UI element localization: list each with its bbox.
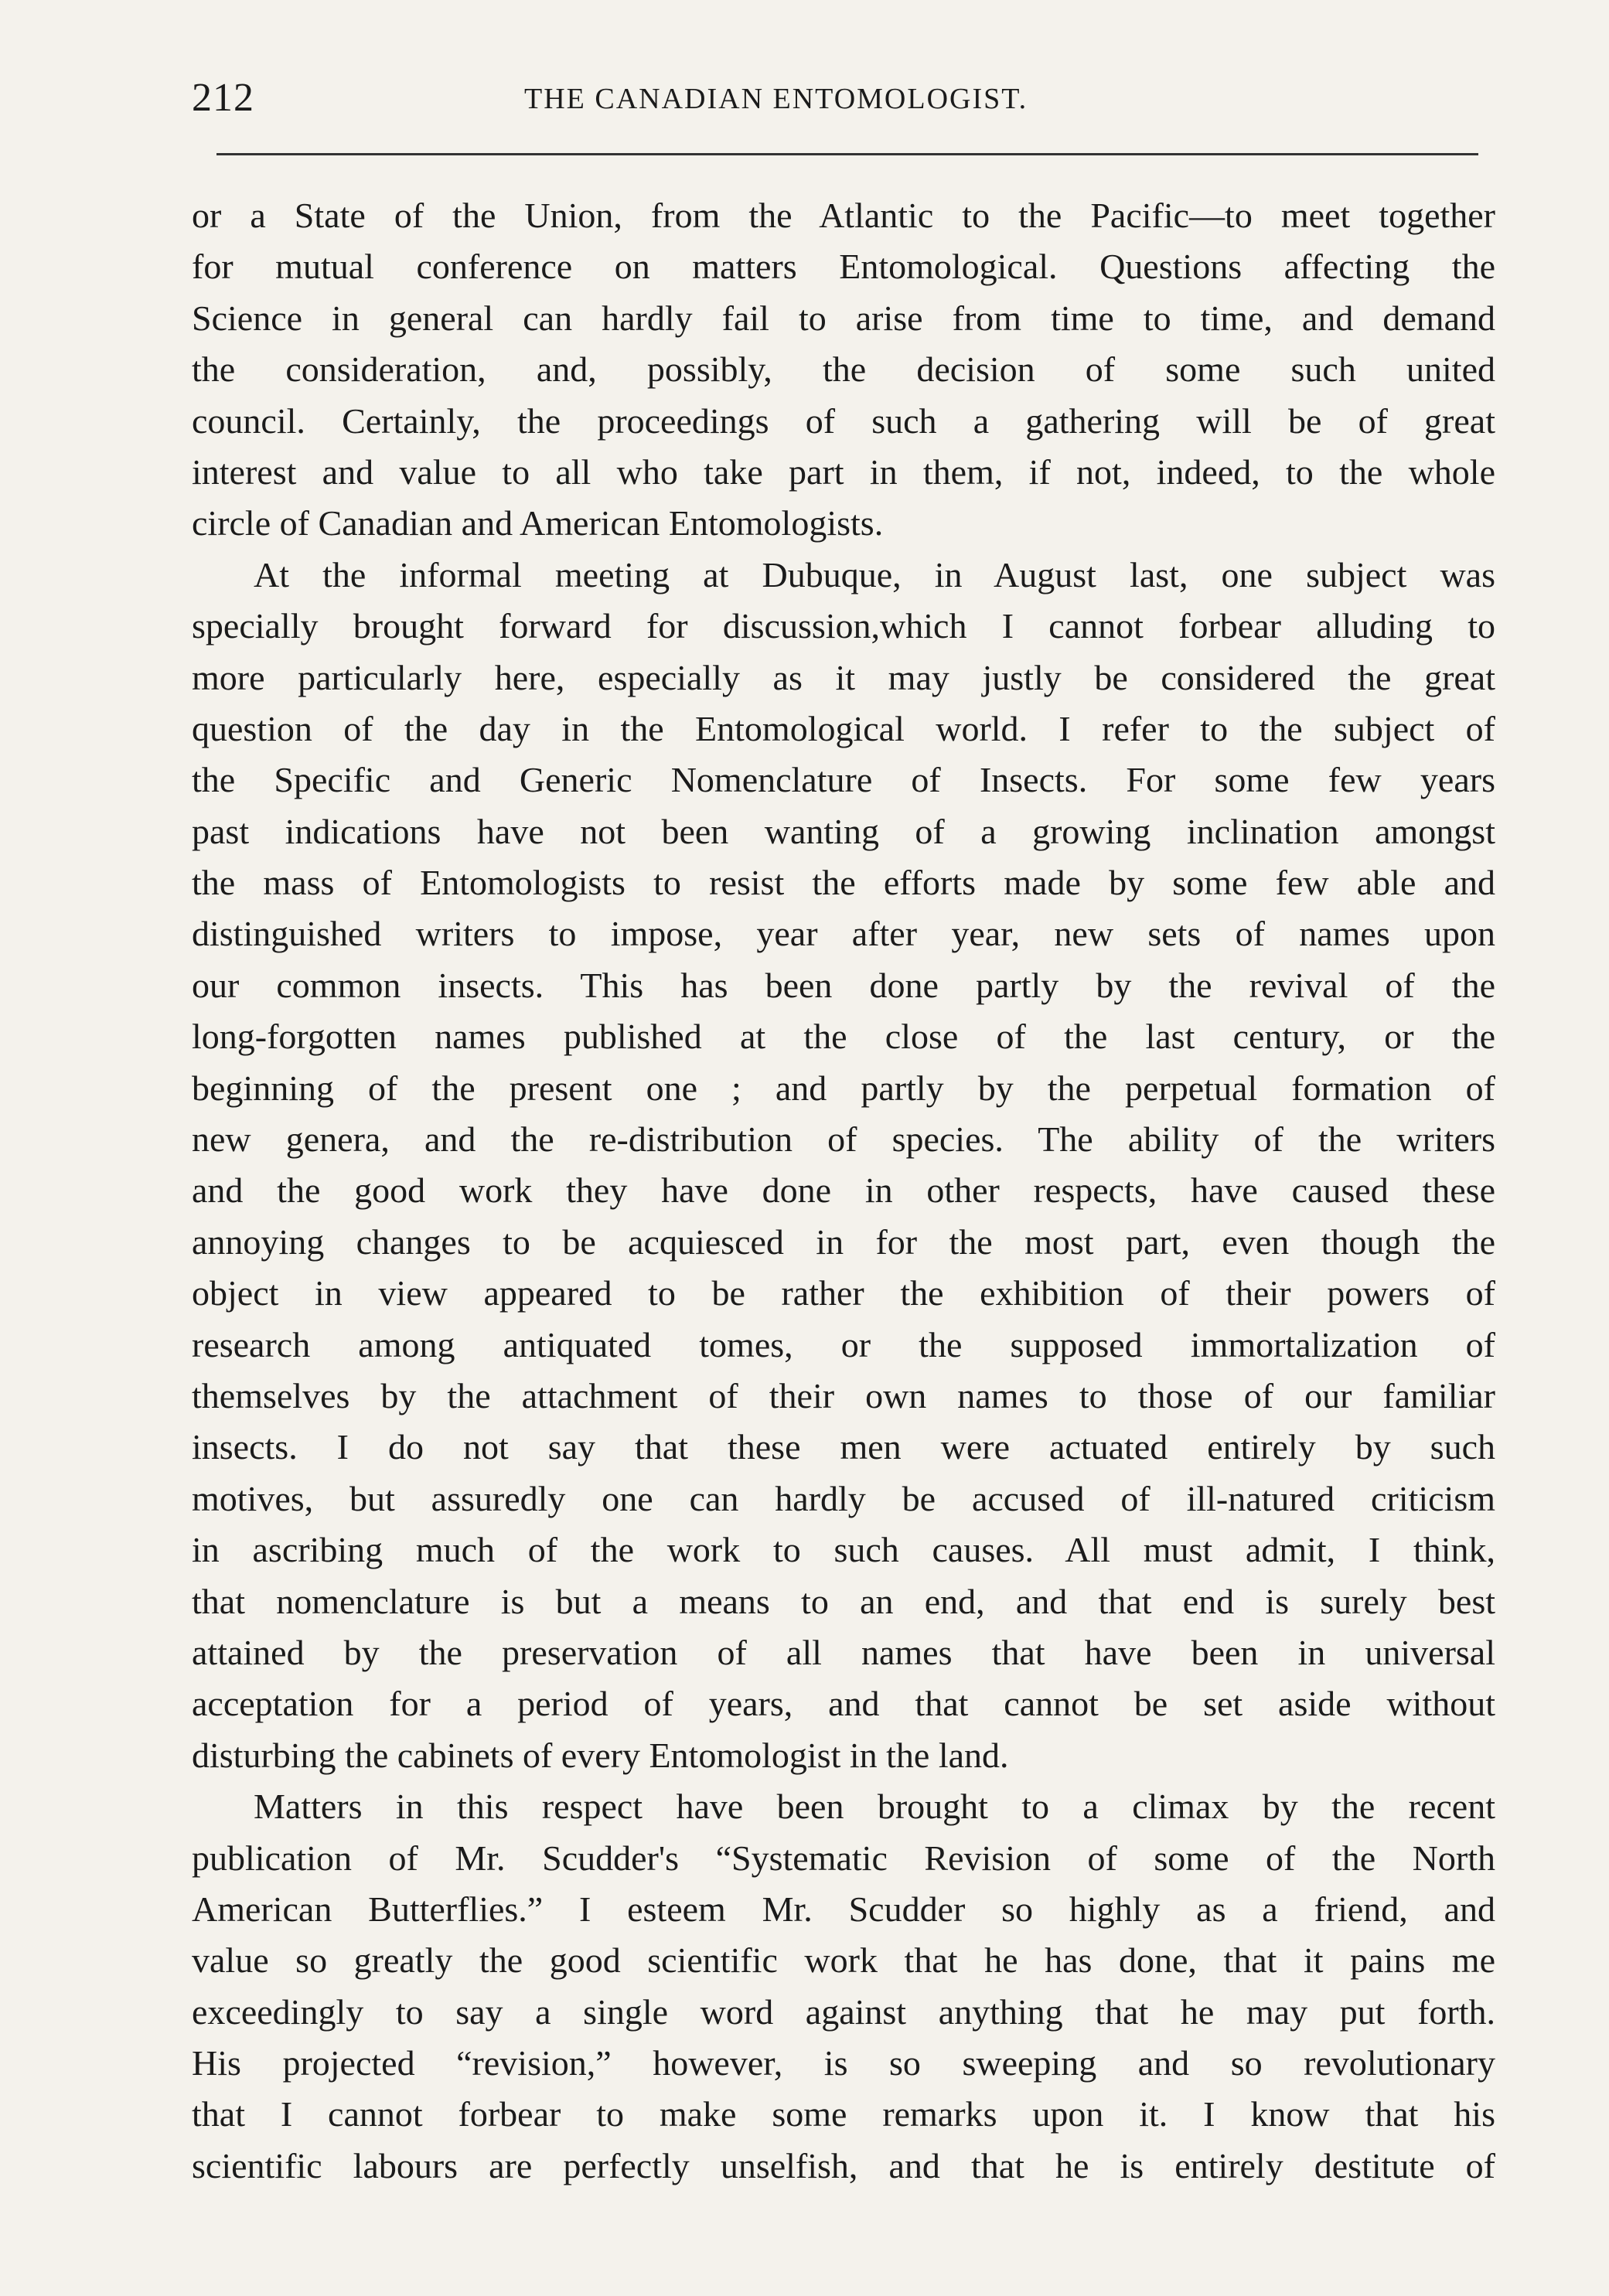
- text-line: that nomenclature is but a means to an end, and that end is surely best: [192, 1581, 1495, 1621]
- text-line: the mass of Entomologists to resist the efforts made by some few able and: [192, 863, 1495, 903]
- text-line: question of the day in the Entomological world. I refer to the subject of: [192, 708, 1495, 748]
- text-line: American Butterflies.” I esteem Mr. Scudder so highly as a friend, and: [192, 1889, 1495, 1929]
- text-line: insects. I do not say that these men were actuated entirely by such: [192, 1427, 1495, 1467]
- text-line: distinguished writers to impose, year after year, new sets of names upon: [192, 914, 1495, 954]
- paragraph: [192, 190, 1495, 550]
- text-line: that I cannot forbear to make some remarks upon it. I know that his: [192, 2094, 1495, 2134]
- text-line: annoying changes to be acquiesced in for the most part, even though the: [192, 1221, 1495, 1262]
- text-line: for mutual conference on matters Entomological. Questions affecting the: [192, 247, 1495, 287]
- text-line: Matters in this respect have been brought to a climax by the recent: [254, 1787, 1495, 1827]
- text-line: the Specific and Generic Nomenclature of Insects. For some few years: [192, 760, 1495, 800]
- text-line: motives, but assuredly one can hardly be accused of ill-natured criticism: [192, 1478, 1495, 1518]
- text-line: specially brought forward for discussion,which I cannot forbear alluding to: [192, 606, 1495, 646]
- text-line: beginning of the present one ; and partly by the perpetual formation of: [192, 1068, 1495, 1108]
- text-line: our common insects. This has been done partly by the revival of the: [192, 965, 1495, 1005]
- text-line: circle of Canadian and American Entomologists.: [192, 503, 884, 543]
- page-header: [192, 71, 1475, 125]
- text-line: disturbing the cabinets of every Entomologist in the land.: [192, 1735, 1009, 1775]
- text-line: His projected “revision,” however, is so sweeping and so revolutionary: [192, 2043, 1495, 2083]
- running-title: THE CANADIAN ENTOMOLOGIST.: [524, 83, 1028, 115]
- text-line: attained by the preservation of all names that have been in universal: [192, 1632, 1495, 1672]
- text-line: research among antiquated tomes, or the supposed immortalization of: [192, 1324, 1495, 1364]
- text-line: value so greatly the good scientific work that he has done, that it pains me: [192, 1940, 1495, 1981]
- paragraph: [192, 550, 1495, 1781]
- text-line: Science in general can hardly fail to arise from time to time, and demand: [192, 298, 1495, 338]
- text-line: in ascribing much of the work to such causes. All must admit, I think,: [192, 1530, 1495, 1570]
- text-line: more particularly here, especially as it may justly be considered the great: [192, 657, 1495, 697]
- text-line: object in view appeared to be rather the exhibition of their powers of: [192, 1273, 1495, 1313]
- text-line: council. Certainly, the proceedings of such a gathering will be of great: [192, 400, 1495, 441]
- text-line: acceptation for a period of years, and that cannot be set aside without: [192, 1684, 1495, 1724]
- text-line: publication of Mr. Scudder's “Systematic Revision of some of the North: [192, 1838, 1495, 1878]
- page-number: 212: [192, 76, 254, 120]
- text-line: long-forgotten names published at the close of the last century, or the: [192, 1017, 1495, 1057]
- header-rule: [216, 153, 1478, 155]
- text-line: At the informal meeting at Dubuque, in August last, one subject was: [254, 554, 1495, 594]
- text-line: interest and value to all who take part in them, if not, indeed, to the whole: [192, 451, 1495, 492]
- text-line: exceedingly to say a single word against anything that he may put forth.: [192, 1991, 1495, 2032]
- text-line: new genera, and the re-distribution of species. The ability of the writers: [192, 1119, 1495, 1160]
- article-body: [192, 190, 1495, 2192]
- text-line: themselves by the attachment of their own names to those of our familiar: [192, 1375, 1495, 1415]
- text-line: the consideration, and, possibly, the decision of some such united: [192, 349, 1495, 390]
- text-line: and the good work they have done in other respects, have caused these: [192, 1170, 1495, 1211]
- text-line: scientific labours are perfectly unselfish, and that he is entirely destitute of: [192, 2145, 1495, 2185]
- text-line: or a State of the Union, from the Atlantic to the Pacific—to meet together: [192, 196, 1495, 235]
- text-line: past indications have not been wanting of a growing inclination amongst: [192, 811, 1495, 851]
- paragraph: [192, 1781, 1495, 2192]
